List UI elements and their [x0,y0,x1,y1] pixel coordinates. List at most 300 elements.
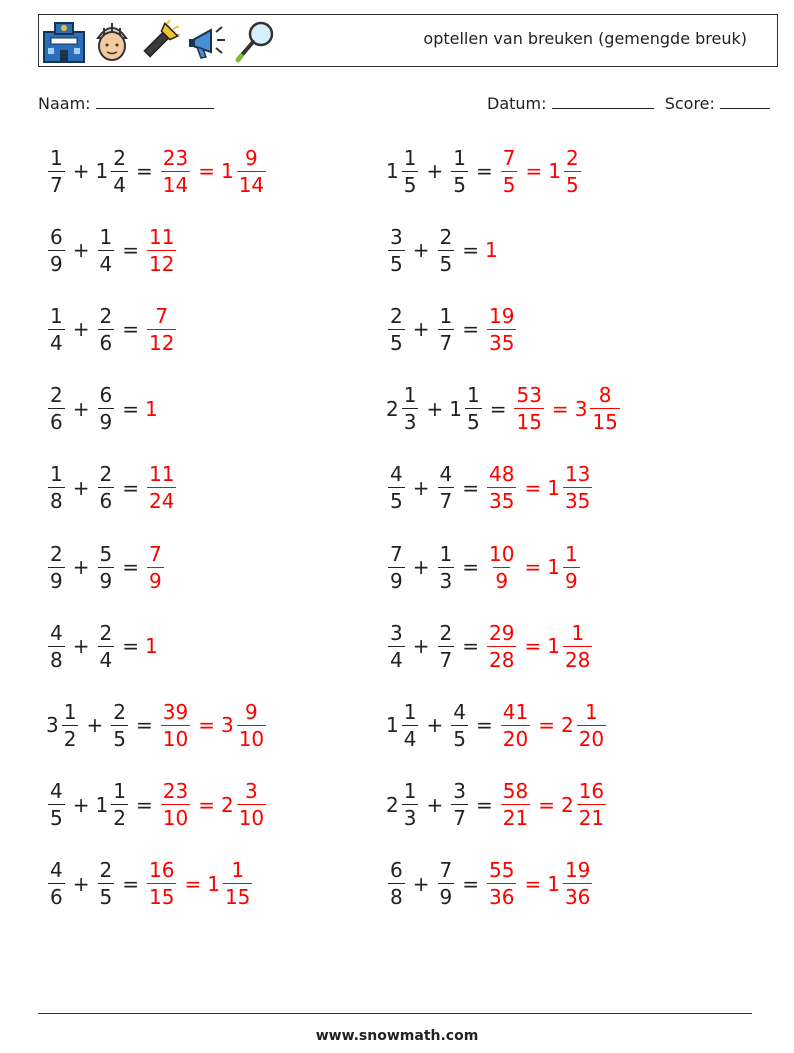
problem-item [386,299,518,359]
equals-sign: = [525,159,543,183]
addend-b-numerator: 2 [113,145,126,170]
answer-fraction [487,858,516,910]
megaphone-icon [185,18,231,64]
addend-a-denominator: 7 [50,172,63,197]
mixed-answer-fraction [223,858,252,910]
mixed-answer-fraction [563,858,592,910]
answer-fraction [501,145,518,197]
addend-a-numerator: 1 [403,779,417,804]
addend-a-fraction [402,145,419,197]
problem-item [386,379,622,439]
mixed-answer-whole: 1 [547,634,560,659]
answer-numerator: 16 [149,858,175,883]
addend-a-whole: 1 [386,713,399,738]
addend-a-numerator: 4 [50,858,63,883]
magnifier-icon [233,18,279,64]
mixed-answer-fraction [577,779,606,831]
equals-sign: = [489,396,507,421]
addend-b-denominator: 9 [99,410,113,435]
addend-b-numerator: 1 [466,383,480,408]
addend-a-fraction [388,620,405,672]
addend-b-fraction [438,858,455,910]
mixed-answer-fraction [237,779,266,831]
mixed-answer-numerator: 9 [245,145,258,170]
addend-b-whole: 1 [449,396,462,421]
answer [145,634,159,658]
addend-a-fraction [48,224,65,276]
plus-sign: + [412,634,430,659]
mixed-answer-numerator: 2 [565,145,579,170]
problem-item [46,537,166,597]
problem-item [386,537,582,597]
answer-denominator: 28 [489,647,515,672]
addend-a-denominator: 6 [50,885,63,910]
answer-fraction [487,541,516,593]
plus-sign: + [412,871,430,896]
addend-b-denominator: 5 [453,726,466,751]
equals-sign: = [462,317,479,342]
equals-sign: = [122,475,139,500]
equals-sign: = [198,792,215,817]
equals-sign: = [462,475,479,500]
answer [145,541,166,593]
answer-numerator: 7 [502,145,516,170]
mixed-answer-denominator: 5 [565,172,579,197]
answer-fraction [514,383,543,435]
answer [159,699,268,751]
mixed-answer-fraction [237,699,266,751]
header-icons [41,18,279,64]
addend-b-numerator: 4 [439,462,453,487]
addend-b-fraction [98,303,115,355]
addend-a-numerator: 3 [390,224,403,249]
answer-denominator: 10 [162,726,189,751]
equals-sign: = [135,713,153,738]
mixed-answer-denominator: 10 [238,806,265,831]
mixed-answer-numerator: 19 [564,858,591,883]
addend-a-fraction [48,303,65,355]
addend-b-fraction [98,462,115,514]
mixed-answer-numerator: 1 [564,541,578,566]
mixed-answer-whole: 2 [560,713,574,738]
plus-sign: + [412,238,430,263]
problem-item [386,775,608,835]
addend-b-denominator: 9 [439,885,453,910]
answer [499,779,608,831]
equals-sign: = [551,396,569,421]
addend-b-denominator: 7 [439,330,453,355]
addend-b-fraction [465,383,482,435]
answer-denominator: 12 [149,251,175,276]
addend-b-numerator: 4 [453,699,466,724]
mixed-answer-whole: 1 [547,871,560,896]
mixed-answer-numerator: 13 [564,462,591,487]
equals-sign: = [524,555,542,579]
addend-a-fraction [402,383,419,435]
equals-sign: = [475,792,493,817]
problem-item [46,458,178,518]
mixed-answer-denominator: 15 [224,885,251,910]
addend-b-denominator: 6 [99,489,113,514]
plus-sign: + [72,555,90,579]
addend-b-denominator: 5 [99,885,113,910]
addend-a-numerator: 1 [50,145,63,170]
answer-numerator: 23 [162,779,189,804]
mixed-answer-denominator: 21 [578,806,605,831]
answer-denominator: 20 [502,726,529,751]
equals-sign: = [475,713,493,738]
answer-numerator: 11 [149,224,175,249]
addend-a-denominator: 5 [390,251,403,276]
score-label: Score: [664,94,715,113]
addend-b-fraction [438,224,455,276]
addend-b-fraction [451,145,468,197]
addend-b-numerator: 5 [99,541,113,566]
addend-a-numerator: 4 [390,462,403,487]
addend-b-numerator: 1 [99,224,113,249]
addend-a-denominator: 4 [50,330,63,355]
problem-item [46,775,268,835]
answer [145,303,178,355]
equals-sign: = [122,555,139,579]
addend-b-denominator: 2 [113,806,126,831]
answer [512,383,621,435]
equals-sign: = [462,238,479,263]
addend-b-numerator: 1 [113,779,126,804]
header-box [38,14,778,67]
addend-b-denominator: 9 [99,568,113,593]
addend-a-denominator: 5 [403,172,417,197]
addend-a-fraction [48,145,65,197]
answer-fraction [147,541,164,593]
equals-sign: = [198,159,215,183]
problem-item [46,220,178,280]
addend-a-whole: 2 [386,792,399,817]
mixed-answer-numerator: 1 [571,620,585,645]
answer-fraction [161,145,190,197]
addend-a-fraction [388,224,405,276]
answer-numerator: 39 [162,699,189,724]
answer-numerator: 53 [516,383,542,408]
mixed-answer-denominator: 28 [564,647,591,672]
addend-a-denominator: 8 [50,647,63,672]
addend-b-numerator: 2 [99,620,113,645]
answer [145,224,178,276]
addend-a-fraction [48,541,65,593]
addend-b-fraction [438,303,455,355]
mixed-answer-numerator: 1 [585,699,598,724]
prisoner-icon [89,18,135,64]
problem-item [46,854,254,914]
answer-numerator: 19 [489,303,515,328]
mixed-answer-whole: 3 [574,396,588,421]
answer-fraction [147,858,176,910]
addend-a-fraction [388,541,405,593]
flashlight-icon [137,18,183,64]
score-blank[interactable] [720,94,770,109]
answer-denominator: 15 [149,885,175,910]
mixed-answer-whole: 2 [220,792,234,817]
problem-item [46,141,268,201]
addend-b-fraction [111,779,128,831]
mixed-answer-fraction [564,145,581,197]
answer [485,858,594,910]
police-station-icon [41,18,87,64]
mixed-answer-denominator: 15 [592,410,618,435]
addend-a-denominator: 8 [50,489,63,514]
equals-sign: = [122,396,139,421]
answer-denominator: 5 [502,172,516,197]
answer-numerator: 55 [489,858,515,883]
addend-b-fraction [98,383,115,435]
problem-item [386,220,499,280]
addend-a-numerator: 2 [50,541,63,566]
mixed-answer-whole: 1 [207,871,220,896]
answer-numerator: 48 [489,462,515,487]
equals-sign: = [122,871,139,896]
mixed-answer-fraction [563,620,592,672]
addend-b-fraction [438,541,455,593]
addend-b-denominator: 5 [113,726,126,751]
addend-a-denominator: 5 [390,330,403,355]
addend-a-numerator: 1 [50,303,63,328]
answer-numerator: 58 [502,779,529,804]
answer [145,397,159,421]
problem-item [46,616,159,676]
plus-sign: + [72,238,90,263]
problem-item [386,141,583,201]
answer-fraction [147,224,176,276]
addend-a-fraction [48,858,65,910]
plus-sign: + [86,713,104,738]
addend-a-numerator: 7 [390,541,403,566]
answer-fraction [147,303,176,355]
addend-b-fraction [438,462,455,514]
answer-fraction [501,779,530,831]
addend-b-denominator: 5 [466,410,480,435]
addend-b-whole: 1 [95,159,109,183]
addend-b-fraction [438,620,455,672]
addend-b-fraction [98,224,115,276]
answer-denominator: 12 [149,330,175,355]
answer-denominator: 24 [149,489,175,514]
name-label: Naam: [38,94,91,113]
answer-numerator: 7 [155,303,169,328]
mixed-answer-denominator: 20 [578,726,605,751]
addend-b-denominator: 7 [439,647,453,672]
answer [485,238,499,262]
problem-item [46,379,159,439]
mixed-answer-fraction [563,541,580,593]
addend-a-fraction [48,383,65,435]
answer-fraction [147,462,176,514]
answer [499,699,608,751]
footer-rule [38,1013,752,1014]
answer-whole: 1 [145,634,158,659]
addend-a-whole: 2 [386,396,399,421]
equals-sign: = [462,634,479,659]
addend-b-denominator: 7 [453,806,466,831]
addend-a-denominator: 9 [50,251,63,276]
footer-site: www.snowmath.com [315,1028,479,1044]
plus-sign: + [72,634,90,659]
addend-a-denominator: 6 [50,410,63,435]
mixed-answer-numerator: 16 [578,779,605,804]
problem-item [386,695,608,755]
addend-b-numerator: 2 [99,303,113,328]
date-score-field [487,94,770,113]
equals-sign: = [135,159,153,183]
addend-a-numerator: 6 [50,224,63,249]
addend-a-denominator: 5 [390,489,403,514]
addend-b-fraction [98,541,115,593]
mixed-answer-numerator: 3 [245,779,258,804]
equals-sign: = [524,634,542,659]
plus-sign: + [72,396,90,421]
answer [485,462,594,514]
answer-numerator: 11 [149,462,175,487]
answer [499,145,583,197]
addend-a-numerator: 6 [390,858,403,883]
answer-denominator: 35 [489,489,515,514]
addend-a-fraction [402,779,419,831]
equals-sign: = [122,634,139,659]
plus-sign: + [412,317,430,342]
addend-b-denominator: 4 [99,647,113,672]
name-field [38,94,214,113]
plus-sign: + [72,475,90,500]
mixed-answer-denominator: 36 [564,885,591,910]
mixed-answer-denominator: 14 [238,172,265,197]
addend-a-fraction [62,699,79,751]
addend-b-fraction [98,620,115,672]
addend-a-fraction [48,779,65,831]
answer [485,541,582,593]
mixed-answer-whole: 1 [548,159,561,183]
equals-sign: = [184,871,202,896]
answer-denominator: 9 [149,568,162,593]
mixed-answer-whole: 1 [547,555,560,579]
addend-a-numerator: 2 [50,383,63,408]
plus-sign: + [412,475,430,500]
addend-a-fraction [388,303,405,355]
addend-a-denominator: 9 [50,568,63,593]
addend-b-fraction [111,699,128,751]
answer-denominator: 21 [502,806,529,831]
addend-b-denominator: 5 [453,172,466,197]
addend-b-denominator: 5 [439,251,453,276]
date-label: Datum: [487,94,547,113]
answer-fraction [161,779,190,831]
equals-sign: = [462,555,479,579]
date-blank[interactable] [552,94,654,109]
addend-a-denominator: 4 [403,726,417,751]
addend-a-fraction [388,462,405,514]
answer-denominator: 9 [495,568,509,593]
addend-b-numerator: 1 [453,145,466,170]
addend-a-numerator: 1 [63,699,77,724]
addend-a-numerator: 3 [390,620,403,645]
addend-b-numerator: 1 [439,303,453,328]
equals-sign: = [122,238,139,263]
answer-numerator: 10 [489,541,515,566]
plus-sign: + [426,792,444,817]
answer-fraction [487,303,516,355]
mixed-answer-denominator: 10 [238,726,265,751]
mixed-answer-whole: 1 [547,475,560,500]
answer-denominator: 36 [489,885,515,910]
equals-sign: = [538,713,555,738]
answer-fraction [161,699,190,751]
addend-a-numerator: 4 [50,620,63,645]
problem-item [386,854,594,914]
answer-fraction [487,620,516,672]
answer [159,145,268,197]
plus-sign: + [72,159,90,183]
answer [145,858,254,910]
answer-numerator: 41 [502,699,529,724]
addend-b-numerator: 6 [99,383,113,408]
mixed-answer-whole: 1 [220,159,234,183]
addend-a-fraction [388,858,405,910]
addend-b-numerator: 2 [113,699,126,724]
mixed-answer-numerator: 9 [245,699,258,724]
addend-b-fraction [451,699,468,751]
addend-a-denominator: 8 [390,885,403,910]
equals-sign: = [198,713,215,738]
addend-a-denominator: 5 [50,806,63,831]
answer [159,779,268,831]
addend-b-denominator: 4 [99,251,113,276]
addend-a-whole: 1 [386,159,399,183]
mixed-answer-denominator: 35 [564,489,591,514]
mixed-answer-whole: 3 [220,713,234,738]
answer-denominator: 35 [489,330,515,355]
addend-a-denominator: 4 [390,647,403,672]
plus-sign: + [426,713,444,738]
addend-a-whole: 3 [46,713,59,738]
addend-a-numerator: 4 [50,779,63,804]
mixed-answer-fraction [563,462,592,514]
plus-sign: + [412,555,430,579]
equals-sign: = [122,317,139,342]
answer-whole: 1 [145,396,158,421]
answer-numerator: 23 [162,145,189,170]
answer [145,462,178,514]
addend-b-denominator: 7 [439,489,453,514]
name-blank[interactable] [96,94,214,109]
answer-whole: 1 [485,238,498,263]
answer-denominator: 15 [516,410,542,435]
addend-a-numerator: 1 [403,383,417,408]
answer-numerator: 7 [149,541,162,566]
mixed-answer-whole: 2 [560,792,574,817]
answer [485,303,518,355]
problem-item [46,695,268,755]
plus-sign: + [426,159,444,183]
addend-a-denominator: 2 [63,726,77,751]
problem-item [46,299,178,359]
plus-sign: + [72,871,90,896]
addend-b-numerator: 2 [439,224,453,249]
equals-sign: = [538,792,555,817]
addend-a-denominator: 3 [403,410,417,435]
addend-a-numerator: 1 [50,462,63,487]
sheet-title: optellen van breuken (gemengde breuk) [423,29,747,48]
addend-b-fraction [98,858,115,910]
addend-a-fraction [402,699,419,751]
addend-a-numerator: 1 [403,145,417,170]
